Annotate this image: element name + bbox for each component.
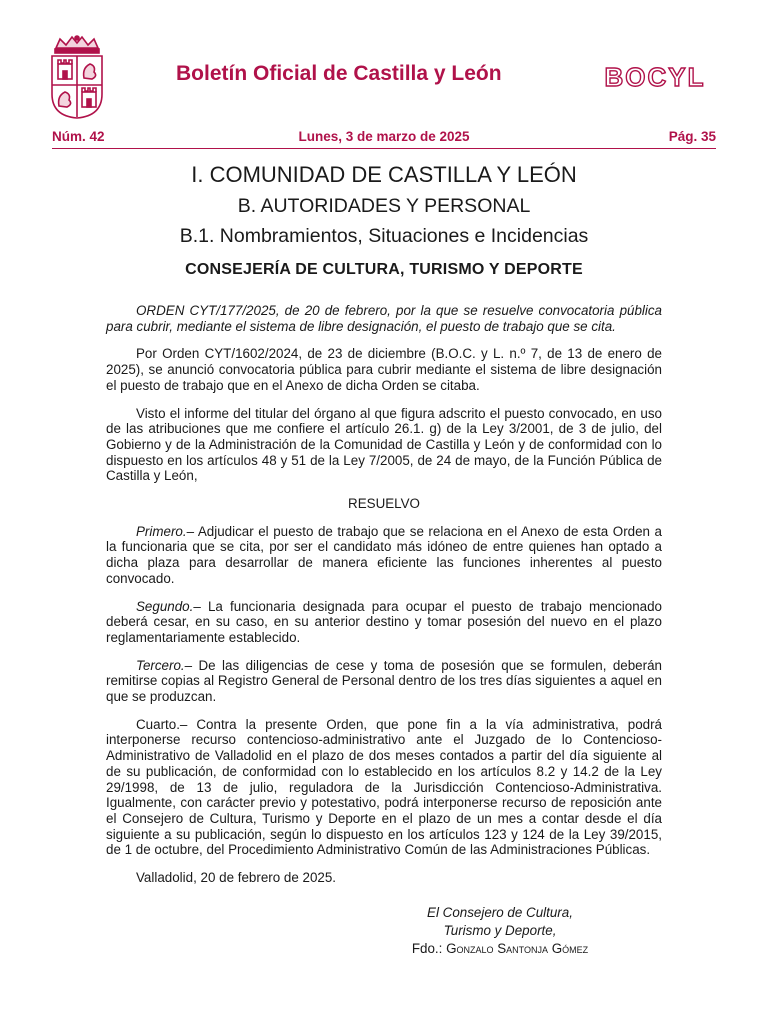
section-level-3: B.1. Nombramientos, Situaciones e Incidencias: [179, 225, 589, 247]
article-second-label: Segundo.: [136, 598, 194, 614]
resolve-heading: RESUELVO: [348, 496, 420, 512]
article-third: [106, 658, 662, 705]
section-level-2: B. AUTORIDADES Y PERSONAL: [237, 195, 531, 217]
signature-prefix: Fdo.:: [411, 941, 447, 956]
paragraph-considerations: Visto el informe del titular del órgano al que figura adscrito el puesto convocado, en uso de las atribuciones que me confiere el artículo 26.1. g) de la Ley 3/2001, de 3 de julio, del Gobierno y de la Administración de la Comunidad de Castilla y León y de conformidad con lo dispuesto en los artículos 48 y 51 de la Ley 7/2005, de 24 de mayo, de la Función Pública de Castilla y León,: [106, 405, 662, 484]
signature-signed: [380, 940, 620, 958]
bocyl-logo: [592, 62, 718, 92]
signature-line-2: Turismo y Deporte,: [443, 923, 557, 938]
article-third-text: – De las diligencias de cese y toma de posesión que se formulen, deberán remitirse copias al Registro General de Personal dentro de los tres días siguientes a aquel en que se produzcan.: [106, 657, 662, 705]
department-heading: CONSEJERÍA DE CULTURA, TURISMO Y DEPORTE: [185, 261, 583, 278]
order-title: ORDEN CYT/177/2025, de 20 de febrero, por la que se resuelve convocatoria pública para cubrir, mediante el sistema de libre designación, el puesto de trabajo que se cita.: [106, 303, 662, 334]
issue-meta-bar: [52, 128, 716, 149]
page-number: Pág. 35: [668, 129, 716, 144]
bulletin-title: Boletín Oficial de Castilla y León: [176, 62, 502, 85]
issue-number: Núm. 42: [52, 129, 105, 144]
signer-name: Gonzalo Santonja Gómez: [446, 941, 589, 956]
document-body: [106, 303, 662, 886]
coat-of-arms-icon: [48, 34, 106, 120]
section-level-1: I. COMUNIDAD DE CASTILLA Y LEÓN: [191, 162, 577, 187]
page-header: [0, 0, 768, 144]
bocyl-logo-text: BOCYL: [604, 62, 706, 92]
issue-date: Lunes, 3 de marzo de 2025: [298, 129, 470, 144]
paragraph-antecedents: Por Orden CYT/1602/2024, de 23 de diciembre (B.O.C. y L. n.º 7, de 13 de enero de 2025), se anunció convocatoria pública para cubrir mediante el sistema de libre designación el puesto de trabajo que en el Anexo de dicha Orden se citaba.: [106, 346, 662, 393]
article-third-label: Tercero.: [136, 657, 185, 673]
place-date: Valladolid, 20 de febrero de 2025.: [136, 870, 337, 886]
article-fourth: Cuarto.– Contra la presente Orden, que pone fin a la vía administrativa, podrá interponerse recurso contencioso-administrativo ante el Juzgado de lo Contencioso-Administrativo de Valladolid en el plazo de dos meses contados a partir del día siguiente al de su publicación, de conformidad con lo establecido en los artículos 8.2 y 14.2 de la Ley 29/1998, de 13 de julio, reguladora de la Jurisdicción Contencioso-Administrativa. Igualmente, con carácter previo y potestativo, podrá interponerse recurso de reposición ante el Consejero de Cultura, Turismo y Deporte en el plazo de un mes a contar desde el día siguiente a su publicación, según lo dispuesto en los artículos 123 y 124 de la Ley 39/2015, de 1 de octubre, del Procedimiento Administrativo Común de las Administraciones Públicas.: [106, 716, 662, 858]
article-second-text: – La funcionaria designada para ocupar el puesto de trabajo mencionado deberá cesar, en su caso, en su anterior destino y tomar posesión del nuevo en el plazo reglamentariamente establecido.: [106, 598, 662, 645]
article-second: [106, 599, 662, 646]
article-first-label: Primero.: [136, 523, 187, 539]
article-first: [106, 524, 662, 587]
article-first-text: – Adjudicar el puesto de trabajo que se relaciona en el Anexo de esta Orden a la funcionaria que se cita, por ser el candidato más idóneo de entre quienes han optado a dicha plaza para desarrollar de manera eficiente las funciones inherentes al puesto convocado.: [106, 523, 662, 586]
signature-line-1: El Consejero de Cultura,: [427, 905, 573, 920]
signature-block: [380, 904, 620, 958]
